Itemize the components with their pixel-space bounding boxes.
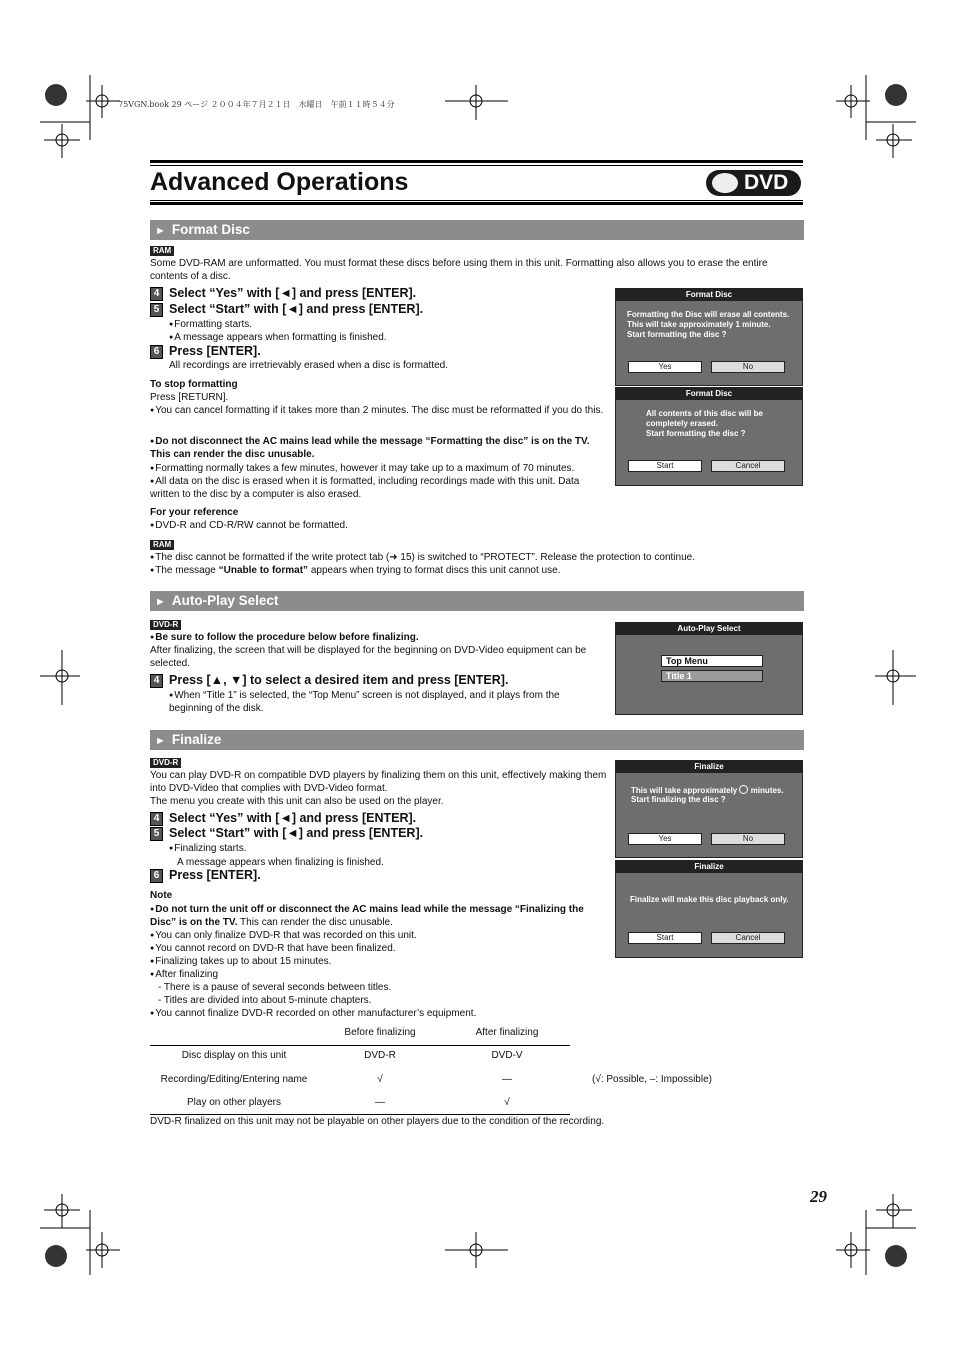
table-row3-after: √: [504, 1097, 510, 1108]
osd-yes-button[interactable]: Yes: [628, 833, 702, 845]
text-part: This can render the disc unusable.: [237, 917, 393, 928]
osd-title: Format Disc: [616, 388, 802, 400]
finalize-footnote: DVD-R finalized on this unit may not be playable on other players due to the condition of the recording.: [150, 1116, 605, 1127]
step-text: Press [▲, ▼] to select a desired item and press [ENTER].: [169, 673, 509, 687]
page-number: 29: [810, 1187, 827, 1206]
text-part: The message: [155, 565, 219, 576]
page-title: Advanced Operations: [150, 168, 409, 196]
osd-message: Formatting the Disc will erase all contents. This will take approximately 1 minute. Start formatting the disc ?: [627, 310, 790, 339]
format-erase-bullet: ● All data on the disc is erased when it is formatted, including recordings made with this unit. Data written to the disc by a computer is also erased.: [150, 475, 606, 501]
note-bullet4: ● After finalizing: [150, 968, 218, 981]
title-rule-bottom: [150, 200, 803, 201]
text-bold: “Unable to format”: [218, 565, 309, 576]
format-step6-note: All recordings are irretrievably erased when a disc is formatted.: [169, 360, 449, 371]
osd-yes-button[interactable]: Yes: [628, 361, 702, 373]
arrow-right-icon: ►: [155, 225, 166, 237]
osd-option-title-1[interactable]: Title 1: [661, 670, 763, 682]
section-heading: Format Disc: [171, 222, 250, 237]
autoplay-warning: ● Be sure to follow the procedure below before finalizing.: [150, 631, 419, 644]
table-row1-before: DVD-R: [364, 1050, 396, 1061]
note-bullet3: ● Finalizing takes up to about 15 minutes.: [150, 955, 331, 968]
osd-message: All contents of this disc will be completely erased. Start formatting the disc ?: [646, 409, 763, 438]
table-row1-after: DVD-V: [491, 1050, 523, 1061]
text-part: This will take approximately: [631, 786, 740, 795]
format-intro: Some DVD-RAM are unformatted. You must format these discs before using them in this unit. Formatting also allows you to erase the entire contents of a disc.: [150, 258, 768, 282]
finalize-intro: You can play DVD-R on compatible DVD players by finalizing them on this unit, effectively making them into DVD-Video that complies with DVD-Video format.: [150, 770, 607, 794]
note-bullet2: ● You cannot record on DVD-R that have been finalized.: [150, 942, 396, 955]
osd-start-button[interactable]: Start: [628, 460, 702, 472]
disc-icon: [712, 173, 738, 193]
step-text: Press [ENTER].: [169, 344, 261, 358]
autoplay-intro: After finalizing, the screen that will be displayed for the beginning on DVD-Video equipment can be selected.: [150, 645, 587, 669]
step-number: 5: [150, 827, 163, 841]
ram-badge-2: RAM: [150, 540, 174, 550]
header-note: 75VGN.book 29 ページ ２００４年７月２１日 水曜日 午前１１時５４分: [118, 100, 395, 109]
note-title: Note: [150, 890, 173, 901]
osd-no-button[interactable]: No: [711, 361, 785, 373]
step-number: 6: [150, 345, 163, 359]
ram-bullet1: ● The disc cannot be formatted if the write protect tab (➜ 15) is switched to “PROTECT”. Release the protection to continue.: [150, 551, 695, 564]
finalize-step5: [150, 826, 423, 841]
reference-bullet: ● DVD-R and CD-R/RW cannot be formatted.: [150, 519, 348, 532]
reference-title: For your reference: [150, 507, 239, 518]
title-rule-bottom2: [150, 202, 803, 205]
step-number: 4: [150, 812, 163, 826]
table-header-before: Before finalizing: [344, 1027, 416, 1038]
section-heading: Finalize: [171, 732, 222, 747]
osd-format-confirm: [615, 288, 803, 386]
finalize-step4: [150, 811, 416, 826]
step-text: Select “Start” with [◄] and press [ENTER].: [169, 826, 424, 840]
arrow-right-icon: ►: [155, 596, 166, 608]
section-format-disc: [150, 220, 804, 240]
ram-badge: RAM: [150, 246, 174, 256]
table-row1-label: Disc display on this unit: [181, 1050, 287, 1061]
ram-bullet2: [150, 564, 560, 577]
table-row2-before: √: [377, 1074, 383, 1085]
osd-message: Finalize will make this disc playback only.: [630, 895, 789, 904]
stop-text: Press [RETURN].: [150, 392, 229, 403]
dvdr-badge: DVD-R: [150, 620, 181, 630]
arrow-right-icon: ►: [155, 735, 166, 747]
step-text: Select “Yes” with [◄] and press [ENTER].: [169, 286, 417, 300]
table-row2-after: —: [502, 1074, 512, 1085]
step-text: Select “Start” with [◄] and press [ENTER].: [169, 302, 424, 316]
table-header-after: After finalizing: [475, 1027, 539, 1038]
step-text: Select “Yes” with [◄] and press [ENTER].: [169, 811, 417, 825]
osd-option-top-menu[interactable]: Top Menu: [661, 655, 763, 667]
note-bullet1: ● You can only finalize DVD-R that was recorded on this unit.: [150, 929, 417, 942]
table-legend: (√: Possible, –: Impossible): [592, 1074, 712, 1085]
osd-cancel-button[interactable]: Cancel: [711, 932, 785, 944]
osd-no-button[interactable]: No: [711, 833, 785, 845]
finalize-step5-bullet: ● Finalizing starts.: [169, 842, 246, 855]
title-rule-top: [150, 160, 803, 163]
osd-finalize-confirm: [615, 760, 803, 858]
format-step5: [150, 302, 423, 317]
finalize-intro2: The menu you create with this unit can also be used on the player.: [150, 796, 444, 807]
text-part: appears when trying to format discs this unit cannot use.: [308, 565, 561, 576]
osd-title: Auto-Play Select: [616, 623, 802, 635]
stop-title: To stop formatting: [150, 379, 238, 390]
section-finalize: [150, 730, 804, 750]
step-text: Press [ENTER].: [169, 868, 261, 882]
table-row2-label: Recording/Editing/Entering name: [160, 1074, 308, 1085]
step-number: 5: [150, 303, 163, 317]
autoplay-step4-bullet: ● When “Title 1” is selected, the “Top Menu” screen is not displayed, and it plays from the beginning of the disk.: [169, 689, 589, 715]
osd-cancel-button[interactable]: Cancel: [711, 460, 785, 472]
table-row3-before: —: [375, 1097, 385, 1108]
osd-auto-play: [615, 622, 803, 715]
osd-format-start: [615, 387, 803, 486]
table-rule-top: [150, 1045, 570, 1046]
osd-start-button[interactable]: Start: [628, 932, 702, 944]
finalize-step5-line2: A message appears when finalizing is finished.: [177, 857, 384, 868]
table-row3-label: Play on other players: [187, 1097, 281, 1108]
section-heading: Auto-Play Select: [171, 593, 279, 608]
format-warning: ● Do not disconnect the AC mains lead while the message “Formatting the disc” is on the TV. This can render the disc unusable.: [150, 435, 610, 461]
format-step5-bullet2: ● A message appears when formatting is finished.: [169, 331, 387, 344]
dvd-badge: [706, 170, 801, 196]
osd-title: Finalize: [616, 761, 802, 773]
step-number: 4: [150, 287, 163, 301]
dvd-badge-label: DVD: [744, 171, 789, 194]
section-auto-play: [150, 591, 804, 611]
note-warning: [150, 903, 610, 929]
osd-message-2: Start finalizing the disc ?: [631, 795, 726, 804]
text-part: minutes.: [748, 786, 784, 795]
format-step6: [150, 344, 261, 359]
step-number: 6: [150, 869, 163, 883]
stop-bullet: ● You can cancel formatting if it takes more than 2 minutes. The disc must be reformatted if you do this.: [150, 404, 610, 417]
osd-finalize-start: [615, 860, 803, 958]
format-time-bullet: ● Formatting normally takes a few minutes, however it may take up to a maximum of 70 minutes.: [150, 462, 574, 475]
note-sub2: - Titles are divided into about 5-minute chapters.: [158, 995, 372, 1006]
osd-title: Finalize: [616, 861, 802, 873]
format-step5-bullet1: ● Formatting starts.: [169, 318, 252, 331]
dvdr-badge-2: DVD-R: [150, 758, 181, 768]
osd-title: Format Disc: [616, 289, 802, 301]
text-bold: Do not turn the unit off or disconnect the AC mains lead while the message “Finalizing the Disc” is on the TV.: [150, 904, 584, 928]
step-number: 4: [150, 674, 163, 688]
format-step4: [150, 286, 416, 301]
autoplay-step4: [150, 673, 508, 688]
note-sub1: - There is a pause of several seconds between titles.: [158, 982, 392, 993]
finalize-step6: [150, 868, 261, 883]
note-bullet5: ● You cannot finalize DVD-R recorded on other manufacturer’s equipment.: [150, 1007, 476, 1020]
